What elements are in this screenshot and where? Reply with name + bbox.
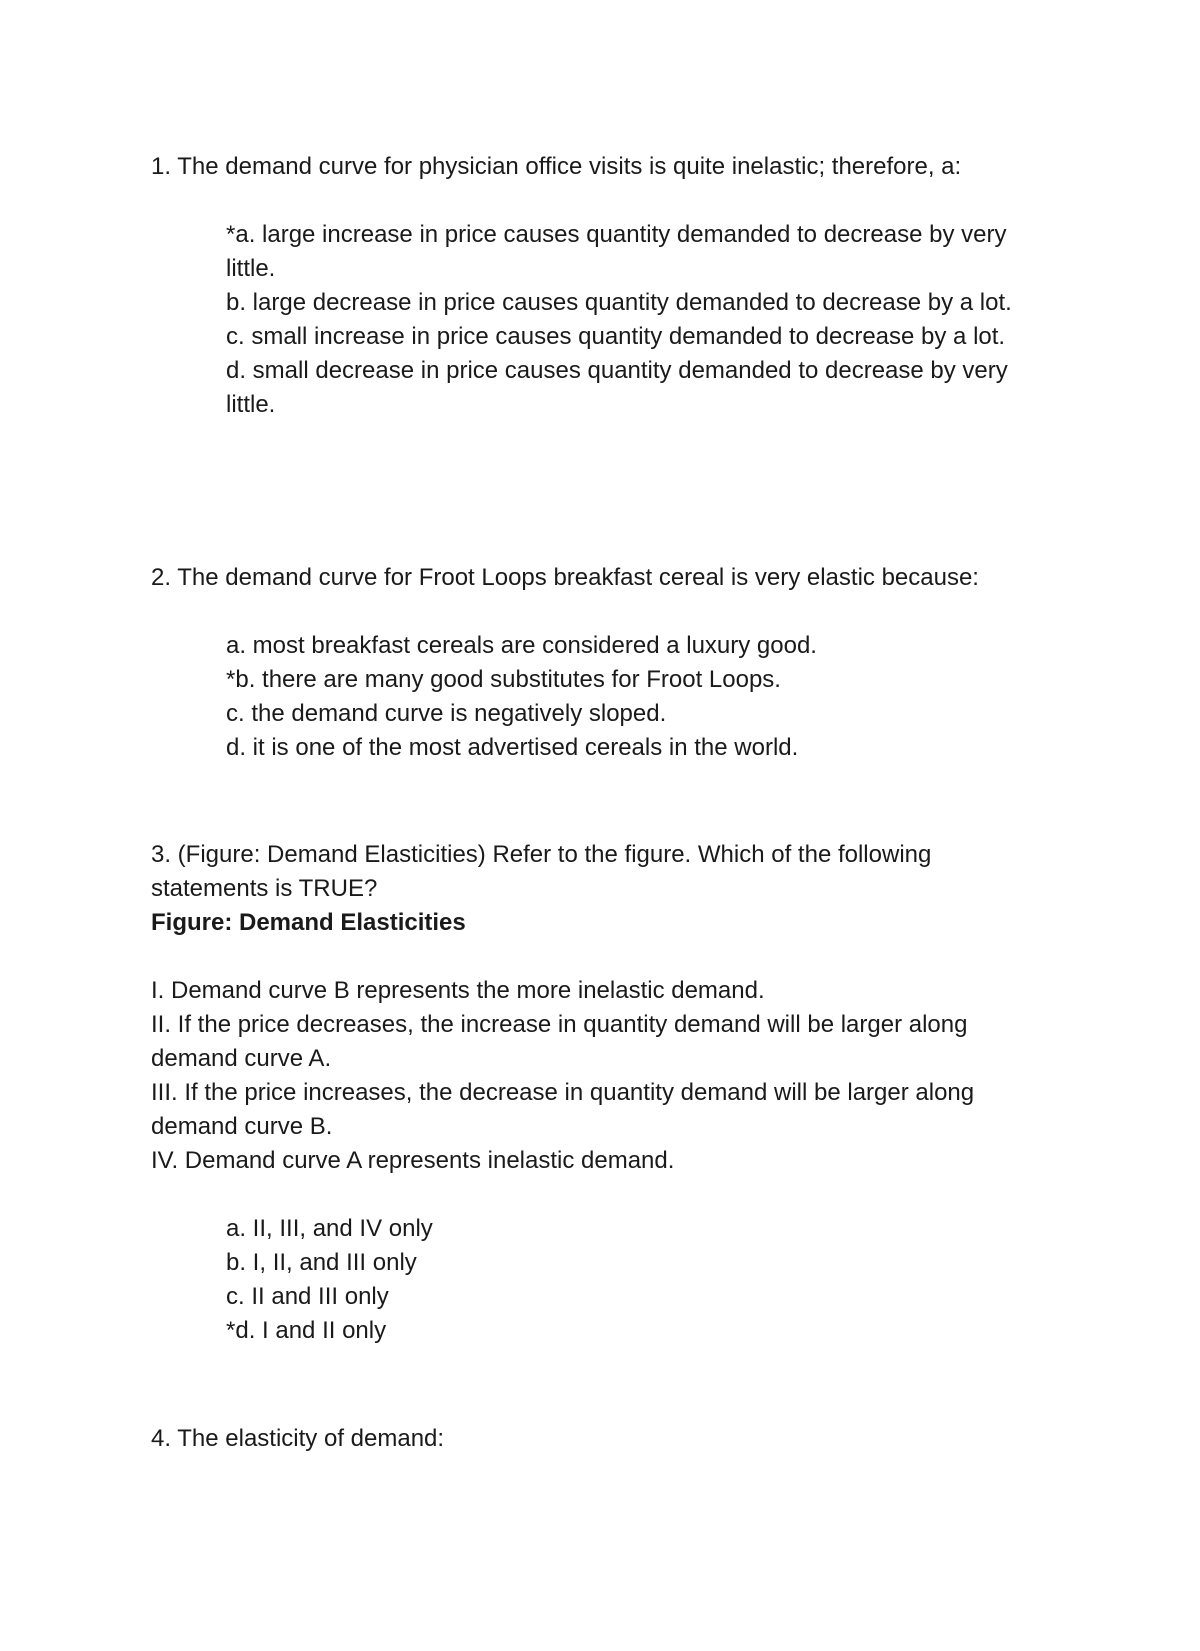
answer-option-a: *a. large increase in price causes quantity demanded to decrease by very little. [226,221,1007,282]
statement-iii: III. If the price increases, the decrease in quantity demand will be larger along demand curve B. [151,1079,975,1140]
question-1 [151,150,1051,422]
answer-options [151,218,1026,422]
question-3 [151,838,1051,1348]
answer-option-c: c. small increase in price causes quantity demanded to decrease by a lot. [226,323,1006,350]
question-4 [151,1422,1051,1456]
statement-i: I. Demand curve B represents the more inelastic demand. [151,977,765,1004]
question-2 [151,561,1051,765]
question-stem: 1. The demand curve for physician office visits is quite inelastic; therefore, a: [151,153,962,180]
answer-option-b: b. I, II, and III only [226,1249,417,1276]
statement-iv: IV. Demand curve A represents inelastic demand. [151,1147,675,1174]
question-stem: 2. The demand curve for Froot Loops breakfast cereal is very elastic because: [151,564,979,591]
figure-title: Figure: Demand Elasticities [151,909,466,936]
answer-option-d: d. it is one of the most advertised cereals in the world. [226,734,799,761]
question-stem: 3. (Figure: Demand Elasticities) Refer to the figure. Which of the following statements is TRUE? [151,841,932,902]
answer-option-c: c. the demand curve is negatively sloped. [226,700,667,727]
answer-option-d: d. small decrease in price causes quantity demanded to decrease by very little. [226,357,1008,418]
statement-ii: II. If the price decreases, the increase in quantity demand will be larger along demand curve A. [151,1011,968,1072]
question-stem: 4. The elasticity of demand: [151,1425,445,1452]
answer-options [151,1212,1026,1348]
answer-options [151,629,1026,765]
answer-option-a: a. most breakfast cereals are considered a luxury good. [226,632,817,659]
answer-option-b: b. large decrease in price causes quantity demanded to decrease by a lot. [226,289,1012,316]
answer-option-d: *d. I and II only [226,1317,387,1344]
answer-option-b: *b. there are many good substitutes for Froot Loops. [226,666,781,693]
answer-option-a: a. II, III, and IV only [226,1215,433,1242]
answer-option-c: c. II and III only [226,1283,389,1310]
statement-list [151,974,1051,1178]
